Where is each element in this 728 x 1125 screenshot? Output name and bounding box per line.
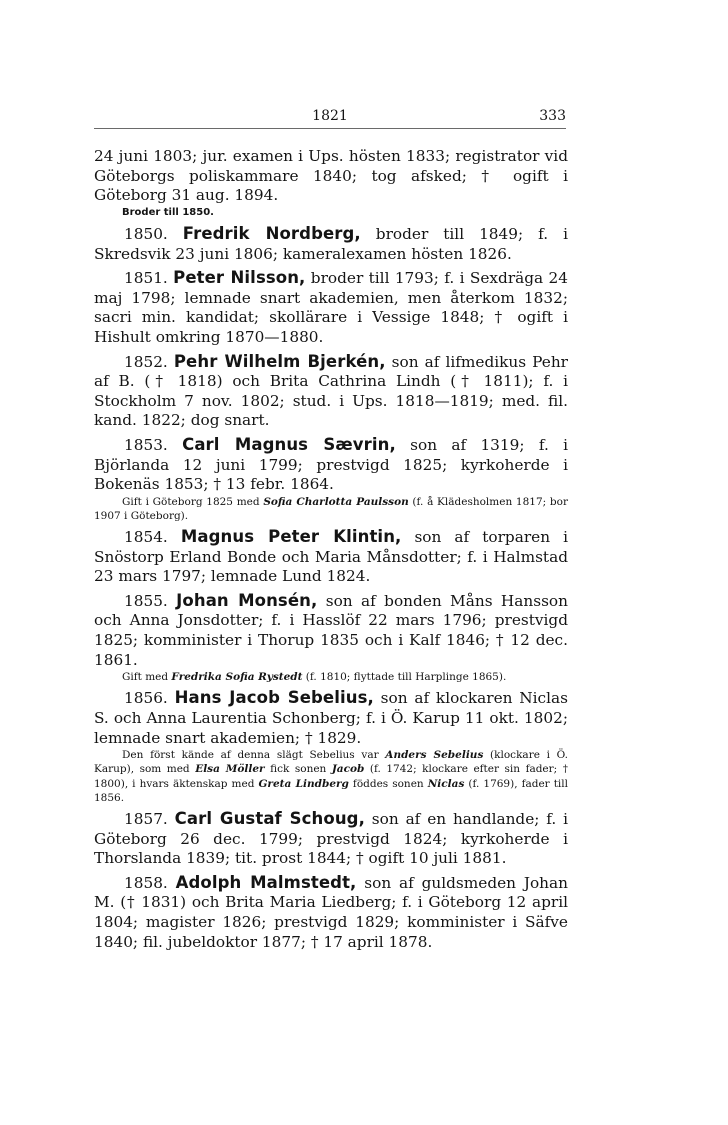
entry-number: 1853. bbox=[124, 435, 168, 454]
entry-number: 1852. bbox=[124, 352, 168, 371]
entry-1857 bbox=[94, 809, 568, 869]
header-rule bbox=[94, 128, 566, 129]
note-1855: Gift med Fredrika Sofia Rystedt (f. 1810; flyttade till Harplinge 1865). bbox=[122, 671, 507, 684]
entry-name: Peter Nilsson, bbox=[173, 268, 306, 288]
entry-number: 1857. bbox=[124, 810, 168, 829]
entries-text bbox=[94, 147, 568, 952]
entry-text: broder till 1849; f. i Skredsvik 23 juni 1806; kameralexamen hösten 1826. bbox=[94, 224, 568, 263]
entry-1851 bbox=[94, 268, 568, 347]
note-1853: Gift i Göteborg 1825 med Sofia Charlotta Paulsson (f. å Klädesholmen 1817; bor 1907 i Göteborg). bbox=[94, 495, 568, 522]
entry-text: son af 1319; f. i Björlanda 12 juni 1799; prestvigd 1825; kyrkoherde i Bokenäs 1853; † 13 febr. 1864. bbox=[94, 435, 569, 494]
page-number: 333 bbox=[539, 108, 566, 124]
entry-number: 1856. bbox=[124, 689, 168, 708]
entry-1853 bbox=[94, 435, 568, 495]
entry-text: son af bonden Måns Hansson och Anna Jonsdotter; f. i Hasslöf 22 mars 1796; prestvigd 1825; komminister i Thorup 1835 och i Kalf 1846; † 12 dec. 1861. bbox=[94, 591, 568, 669]
entry-1855 bbox=[94, 591, 568, 670]
entry-1852 bbox=[94, 352, 568, 431]
entry-name: Carl Gustaf Schoug, bbox=[174, 809, 365, 829]
entry-text: son af guldsmeden Johan M. († 1831) och Brita Maria Liedberg; f. i Göteborg 12 april 1804; magister 1826; prestvigd 1829; komminister i Säfve 1840; fil. jubeldoktor 1877; † 17 april 1878. bbox=[94, 873, 569, 951]
entry-name: Pehr Wilhelm Bjerkén, bbox=[173, 351, 386, 371]
note-1856: Den först kände af denna slägt Sebelius var Anders Sebelius (klockare i Ö. Karup), som med Elsa Möller fick sonen Jacob (f. 1742; klockare efter sin fader; † 1800), i hvars äktenskap med Greta Lindberg föddes sonen Niclas (f. 1769), fader till 1856. bbox=[94, 749, 569, 804]
entry-text: son af en handlande; f. i Göteborg 26 dec. 1799; prestvigd 1824; kyrkoherde i Thorslanda 1839; tit. prost 1844; † ogift 10 juli 1881. bbox=[94, 810, 569, 868]
entry-name: Johan Monsén, bbox=[176, 590, 318, 610]
entry-text: son af lifmedikus Pehr af B. († 1818) och Brita Cathrina Lindh († 1811); f. i Stockholm 7 nov. 1802; stud. i Ups. 1818—1819; med. fil. kand. 1822; dog snart. bbox=[94, 352, 568, 430]
entry-number: 1858. bbox=[124, 873, 168, 892]
entry-name: Adolph Malmstedt, bbox=[175, 872, 357, 892]
entry-number: 1851. bbox=[124, 269, 168, 288]
entry-name: Magnus Peter Klintin, bbox=[180, 527, 402, 547]
entry-name: Hans Jacob Sebelius, bbox=[174, 688, 374, 708]
entry-continuation: 24 juni 1803; jur. examen i Ups. hösten 1833; registrator vid Göteborgs poliskammare 1840; tog afsked; † ogift i Göteborg 31 aug. 1894. bbox=[94, 147, 568, 205]
entry-1858 bbox=[94, 873, 568, 952]
entry-number: 1850. bbox=[124, 224, 168, 243]
entry-1856 bbox=[94, 688, 568, 748]
note-1849: Broder till 1850. bbox=[122, 206, 214, 218]
entry-number: 1854. bbox=[124, 528, 168, 547]
entry-name: Carl Magnus Sævrin, bbox=[182, 434, 396, 454]
entry-text: broder till 1793; f. i Sexdräga 24 maj 1798; lemnade snart akademien, men återkom 1832; sacri min. kandidat; skollärare i Vessige 1848; † ogift i Hishult omkring 1870—1880. bbox=[94, 269, 568, 346]
entry-1850 bbox=[94, 224, 568, 264]
entry-1854 bbox=[94, 527, 568, 587]
header-year: 1821 bbox=[312, 108, 348, 124]
entry-number: 1855. bbox=[124, 591, 168, 610]
page-header bbox=[92, 108, 568, 130]
entry-text: son af torparen i Snöstorp Erland Bonde och Maria Månsdotter; f. i Halmstad 23 mars 1797; lemnade Lund 1824. bbox=[94, 528, 568, 586]
entry-name: Fredrik Nordberg, bbox=[182, 223, 361, 243]
entry-text: son af klockaren Niclas S. och Anna Laurentia Schonberg; f. i Ö. Karup 11 okt. 1802; lemnade snart akademien; † 1829. bbox=[94, 689, 568, 747]
